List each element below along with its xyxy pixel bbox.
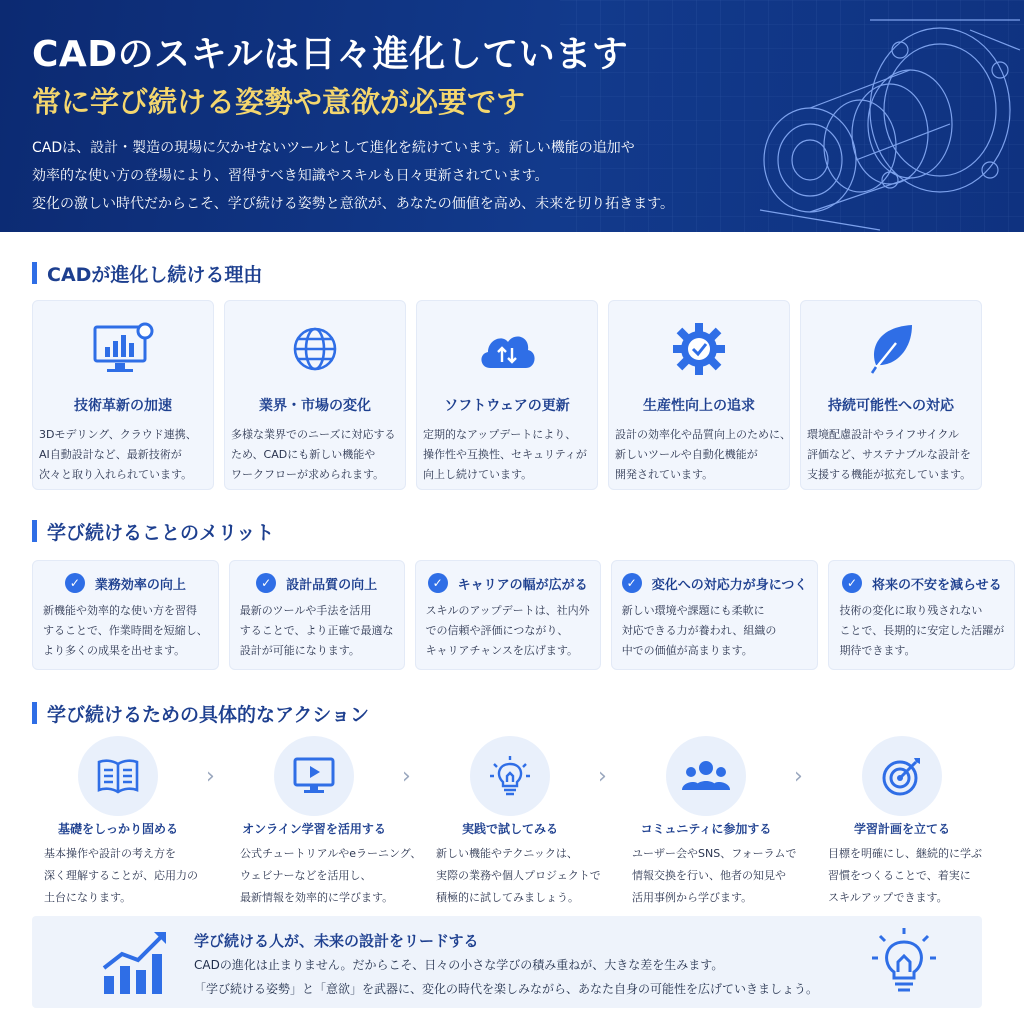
card-text: での信頼や評価につながり、 — [425, 624, 569, 637]
action-text: 実際の業務や個人プロジェクトで — [436, 869, 601, 882]
chevron-right-icon: › — [598, 764, 607, 789]
card-text: 操作性や互換性、セキュリティが — [423, 448, 587, 461]
card-text: 新機能や効率的な使い方を習得 — [43, 604, 197, 617]
card-title: 業務効率の向上 — [94, 577, 186, 593]
card-text: 次々と取り入れられています。 — [39, 468, 193, 481]
reasons-heading — [32, 260, 262, 286]
card-text: キャリアチャンスを広げます。 — [425, 644, 579, 657]
check-circle-icon: ✓ — [842, 573, 862, 593]
reason-card — [224, 300, 406, 490]
merit-card — [415, 560, 601, 670]
card-text: 新しい環境や課題にも柔軟に — [621, 604, 765, 617]
heading-accent-bar — [32, 520, 37, 542]
action-text: 最新情報を効率的に学びます。 — [240, 891, 394, 904]
action-text: 活用事例から学びます。 — [632, 891, 753, 904]
target-icon — [862, 736, 942, 816]
reasons-card-row — [32, 300, 982, 490]
merit-card — [828, 560, 1015, 670]
action-text: 基本操作や設計の考え方を — [44, 847, 176, 860]
card-title: 設計品質の向上 — [286, 577, 378, 593]
card-text: 期待できます。 — [839, 644, 916, 657]
card-title: 技術革新の加速 — [74, 398, 172, 414]
action-text: 新しい機能やテクニックは、 — [436, 847, 578, 860]
banner-title: 学び続ける人が、未来の設計をリードする — [194, 932, 479, 950]
reason-card — [32, 300, 214, 490]
action-text: 積極的に試してみましょう。 — [436, 891, 579, 904]
merit-card — [229, 560, 405, 670]
globe-icon — [283, 317, 347, 381]
community-icon — [666, 736, 746, 816]
video-lesson-icon — [274, 736, 354, 816]
merit-card — [611, 560, 819, 670]
lightbulb-idea-icon — [870, 926, 938, 998]
action-item — [620, 736, 797, 909]
card-text: 技術の変化に取り残されない — [839, 604, 983, 617]
reason-card — [800, 300, 982, 490]
action-text: ウェビナーなどを活用し、 — [240, 869, 372, 882]
action-title: オンライン学習を活用する — [242, 822, 386, 836]
card-text: AI自動設計など、最新技術が — [39, 448, 182, 461]
heading-accent-bar — [32, 262, 37, 284]
action-text: 公式チュートリアルやeラーニング、 — [240, 847, 422, 860]
card-title: 持続可能性への対応 — [828, 398, 954, 414]
card-text: することで、作業時間を短縮し、 — [43, 624, 208, 637]
card-text: 多様な業界でのニーズに対応する — [231, 428, 396, 441]
section-title: CADが進化し続ける理由 — [47, 263, 263, 286]
page-title: CADのスキルは日々進化しています — [32, 34, 629, 75]
check-circle-icon: ✓ — [622, 573, 642, 593]
action-text: 目標を明確にし、継続的に学ぶ — [828, 847, 982, 860]
action-item — [228, 736, 422, 909]
card-text: ことで、長期的に安定した活躍が — [839, 624, 1005, 637]
card-text: 設計が可能になります。 — [239, 644, 360, 657]
banner-text: CADの進化は止まりません。だからこそ、日々の小さな学びの積み重ねが、大きな差を生みます。 — [194, 958, 724, 972]
check-circle-icon: ✓ — [65, 573, 85, 593]
hero-line: 変化の激しい時代だからこそ、学び続ける姿勢と意欲が、あなたの価値を高め、未来を切り拓きます。 — [32, 196, 675, 212]
merits-heading — [32, 518, 274, 544]
hero-line: CADは、設計・製造の現場に欠かせないツールとして進化を続けています。新しい機能の追加や — [32, 140, 635, 156]
action-text: 深く理解することが、応用力の — [44, 869, 198, 882]
section-title: 学び続けるための具体的なアクション — [47, 703, 370, 726]
check-circle-icon: ✓ — [256, 573, 276, 593]
card-text: 中での価値が高まります。 — [621, 644, 753, 657]
card-title: 変化への対応力が身につく — [651, 577, 808, 593]
action-text: ユーザー会やSNS、フォーラムで — [632, 847, 797, 860]
card-title: キャリアの幅が広がる — [457, 577, 588, 593]
action-title: 学習計画を立てる — [853, 822, 950, 836]
hero-banner — [0, 0, 1024, 232]
action-item — [32, 736, 204, 909]
card-title: 将来の不安を減らせる — [872, 577, 1002, 593]
card-title: ソフトウェアの更新 — [444, 398, 570, 414]
action-title: 実践で試してみる — [461, 822, 558, 836]
gear-check-icon — [667, 317, 731, 381]
action-title: 基礎をしっかり固める — [57, 822, 178, 836]
card-text: 評価など、サステナブルな設計を — [807, 448, 971, 461]
card-text: より多くの成果を出せます。 — [43, 644, 186, 657]
leaf-icon — [859, 317, 923, 381]
card-text: 環境配慮設計やライフサイクル — [807, 428, 960, 441]
banner-text: 「学び続ける姿勢」と「意欲」を武器に、変化の時代を楽しみながら、あなた自身の可能性を広げていきましょう。 — [194, 982, 819, 996]
page-subtitle: 常に学び続ける姿勢や意欲が必要です — [32, 85, 526, 119]
section-title: 学び続けることのメリット — [47, 521, 275, 544]
action-item — [424, 736, 601, 909]
growth-chart-icon — [100, 928, 170, 998]
cad-part-wireframe-illustration — [740, 10, 1024, 232]
heading-accent-bar — [32, 702, 37, 724]
chevron-right-icon: › — [794, 764, 803, 789]
action-item — [816, 736, 988, 909]
card-text: スキルのアップデートは、社内外 — [425, 604, 590, 617]
card-text: 3Dモデリング、クラウド連携、 — [39, 428, 197, 441]
card-text: 新しいツールや自動化機能が — [615, 448, 758, 461]
card-text: 対応できる力が養われ、組織の — [621, 624, 777, 637]
card-text: 支援する機能が拡充しています。 — [807, 468, 972, 481]
hero-line: 効率的な使い方の登場により、習得すべき知識やスキルも日々更新されています。 — [32, 168, 549, 184]
lightbulb-icon — [470, 736, 550, 816]
card-text: 定期的なアップデートにより、 — [423, 428, 577, 441]
closing-banner — [32, 916, 982, 1008]
check-circle-icon: ✓ — [428, 573, 448, 593]
card-title: 業界・市場の変化 — [259, 398, 371, 414]
actions-row — [32, 736, 982, 904]
book-icon — [78, 736, 158, 816]
merit-card — [32, 560, 219, 670]
card-title: 生産性向上の追求 — [643, 398, 755, 414]
merits-card-row — [32, 560, 1005, 670]
reason-card — [416, 300, 598, 490]
action-text: スキルアップできます。 — [828, 891, 948, 904]
hero-description — [32, 134, 732, 218]
action-text: 情報交換を行い、他者の知見や — [632, 869, 786, 882]
card-text: 向上し続けています。 — [423, 468, 533, 481]
chevron-right-icon: › — [402, 764, 411, 789]
reason-card — [608, 300, 790, 490]
cloud-sync-icon — [475, 317, 539, 381]
chevron-right-icon: › — [206, 764, 215, 789]
card-text: 設計の効率化や品質向上のために、 — [615, 428, 791, 441]
card-text: ため、CADにも新しい機能や — [231, 448, 376, 461]
card-text: 最新のツールや手法を活用 — [239, 604, 372, 617]
action-text: 習慣をつくることで、着実に — [828, 869, 971, 882]
monitor-chart-icon — [91, 317, 155, 381]
action-text: 土台になります。 — [44, 891, 132, 904]
card-text: 開発されています。 — [615, 468, 714, 481]
card-text: することで、より正確で最適な — [239, 624, 394, 637]
action-title: コミュニティに参加する — [640, 822, 772, 836]
actions-heading — [32, 700, 369, 726]
card-text: ワークフローが求められます。 — [231, 468, 385, 481]
